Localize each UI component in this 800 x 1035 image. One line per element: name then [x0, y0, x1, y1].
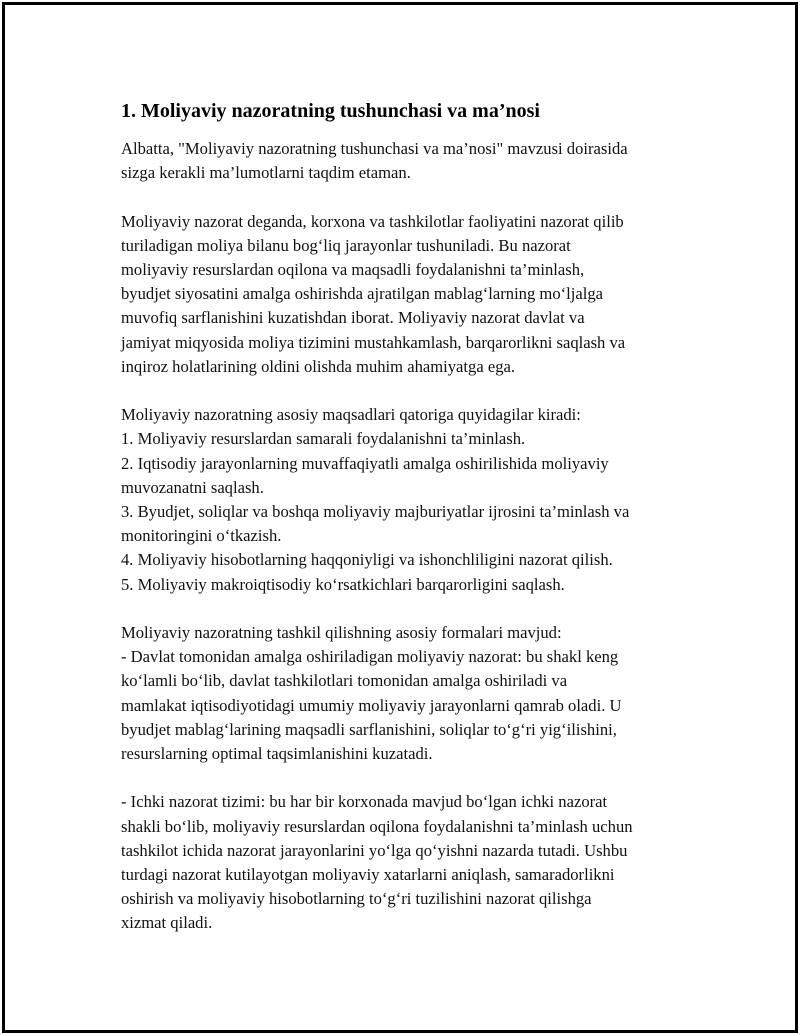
text-line: inqiroz holatlarining oldini olishda muhim ahamiyatga ega.	[121, 356, 516, 376]
text-line: monitoringini o‘tkazish.	[121, 526, 282, 546]
text-line: sizga kerakli ma’lumotlarni taqdim etaman.	[121, 163, 411, 183]
text-line: xizmat qiladi.	[121, 913, 213, 933]
text-line: muvozanatni saqlash.	[121, 477, 264, 497]
text-line: byudjet siyosatini amalga oshirishda ajratilgan mablag‘larning mo‘ljalga	[121, 284, 604, 304]
page-frame	[2, 2, 798, 1033]
paragraph-intro	[121, 137, 701, 185]
text-line: Moliyaviy nazoratning tashkil qilishning asosiy formalari mavjud:	[121, 623, 562, 643]
text-line: shakli bo‘lib, moliyaviy resurslardan oqilona foydalanishni ta’minlash uchun	[121, 816, 633, 836]
text-line: turiladigan moliya bilanu bog‘liq jarayonlar tushuniladi. Bu nazorat	[121, 235, 571, 255]
text-line: muvofiq sarflanishini kuzatishdan iborat. Moliyaviy nazorat davlat va	[121, 308, 585, 328]
paragraph-internal-control	[121, 790, 701, 935]
paragraph-definition	[121, 210, 701, 379]
text-line: tashkilot ichida nazorat jarayonlarini yo‘lga qo‘yishni nazarda tutadi. Ushbu	[121, 840, 628, 860]
text-line: ko‘lamli bo‘lib, davlat tashkilotlari tomonidan amalga oshiriladi va	[121, 671, 568, 691]
document-title: 1. Moliyaviy nazoratning tushunchasi va ma’nosi	[121, 100, 540, 122]
list-item: - Davlat tomonidan amalga oshiriladigan moliyaviy nazorat: bu shakl keng	[121, 647, 619, 667]
list-item: 3. Byudjet, soliqlar va boshqa moliyaviy majburiyatlar ijrosini ta’minlash va	[121, 502, 630, 522]
text-line: jamiyat miqyosida moliya tizimini mustahkamlash, barqarorlikni saqlash va	[121, 332, 626, 352]
list-item: 5. Moliyaviy makroiqtisodiy ko‘rsatkichlari barqarorligini saqlash.	[121, 574, 565, 594]
list-item: 4. Moliyaviy hisobotlarning haqqoniyligi va ishonchliligini nazorat qilish.	[121, 550, 613, 570]
text-line: moliyaviy resurslardan oqilona va maqsadli foydalanishni ta’minlash,	[121, 260, 585, 279]
document-body	[121, 97, 701, 960]
text-line: Moliyaviy nazorat deganda, korxona va tashkilotlar faoliyatini nazorat qilib	[121, 211, 624, 231]
list-item: 2. Iqtisodiy jarayonlarning muvaffaqiyatli amalga oshirilishida moliyaviy	[121, 453, 609, 473]
text-line: mamlakat iqtisodiyotidagi umumiy moliyaviy jarayonlarni qamrab oladi. U	[121, 695, 622, 715]
paragraph-forms	[121, 621, 701, 766]
paragraph-goals	[121, 403, 701, 597]
text-line: Albatta, "Moliyaviy nazoratning tushunchasi va ma’nosi" mavzusi doirasida	[121, 139, 628, 158]
text-line: byudjet mablag‘larining maqsadli sarflanishini, soliqlar to‘g‘ri yig‘ilishini,	[121, 719, 617, 739]
list-item: - Ichki nazorat tizimi: bu har bir korxonada mavjud bo‘lgan ichki nazorat	[121, 792, 608, 812]
text-line: turdagi nazorat kutilayotgan moliyaviy xatarlarni aniqlash, samaradorlikni	[121, 865, 615, 885]
text-line: Moliyaviy nazoratning asosiy maqsadlari qatoriga quyidagilar kiradi:	[121, 405, 581, 425]
text-line: oshirish va moliyaviy hisobotlarning to‘g‘ri tuzilishini nazorat qilishga	[121, 889, 592, 909]
text-line: resurslarning optimal taqsimlanishini kuzatadi.	[121, 744, 433, 764]
list-item: 1. Moliyaviy resurslardan samarali foydalanishni ta’minlash.	[121, 429, 526, 449]
